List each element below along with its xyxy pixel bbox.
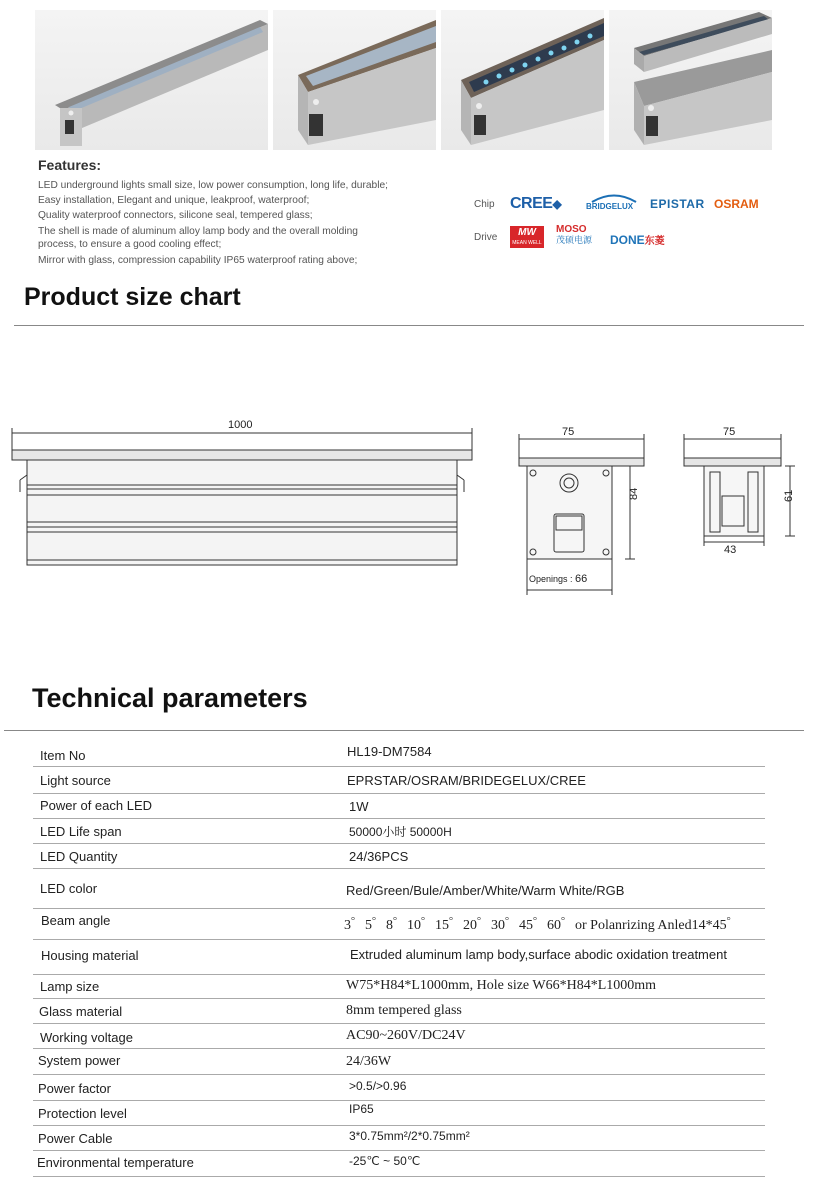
feature-line: LED underground lights small size, low power consumption, long life, durable; xyxy=(38,180,388,191)
param-value: AC90~260V/DC24V xyxy=(346,1028,466,1043)
dim-openings xyxy=(529,573,587,585)
product-photo-1 xyxy=(35,10,268,150)
table-row xyxy=(33,766,765,794)
param-key: Power of each LED xyxy=(40,798,153,813)
table-row xyxy=(33,868,765,909)
table-row xyxy=(33,843,765,869)
param-key: LED color xyxy=(40,881,98,896)
param-value: HL19-DM7584 xyxy=(347,744,432,759)
dim-length: 1000 xyxy=(228,419,253,431)
param-key: Power Cable xyxy=(38,1131,113,1146)
table-row xyxy=(33,1023,765,1049)
dim-height-b: 61 xyxy=(783,489,795,502)
done-logo-sub: 东菱 xyxy=(644,236,665,247)
meanwell-logo-text: MW xyxy=(518,227,536,238)
param-key: Environmental temperature xyxy=(37,1155,194,1170)
bridgelux-logo-text: BRIDGELUX xyxy=(586,202,634,211)
side-view-drawing xyxy=(0,410,836,600)
table-row xyxy=(33,1074,765,1101)
table-row xyxy=(33,818,765,844)
param-value: 50000小时 50000H xyxy=(349,825,452,839)
param-key: LED Quantity xyxy=(40,849,118,864)
moso-logo-text: MOSO xyxy=(556,224,587,235)
param-value: 3゜5゜8゜10゜15゜20゜30゜45゜60゜or Polanrizing Anled14*45゜ xyxy=(344,918,741,933)
table-row xyxy=(33,743,765,767)
param-value: 8mm tempered glass xyxy=(346,1003,462,1018)
param-value: 24/36W xyxy=(346,1054,392,1069)
tech-title: Technical parameters xyxy=(32,683,308,713)
param-value: Red/Green/Bule/Amber/White/Warm White/RGB xyxy=(346,883,625,898)
cree-logo xyxy=(510,195,561,213)
size-chart-title: Product size chart xyxy=(24,283,241,311)
param-key: Item No xyxy=(40,748,86,763)
param-key: Beam angle xyxy=(41,913,111,928)
meanwell-logo-sub: MEAN WELL xyxy=(512,240,542,246)
table-row xyxy=(33,1100,765,1126)
section-divider xyxy=(4,730,804,731)
feature-line: Mirror with glass, compression capability IP65 waterproof rating above; xyxy=(38,255,358,266)
feature-line: process, to ensure a good cooling effect; xyxy=(38,239,222,250)
done-logo-text: DONE xyxy=(610,233,645,247)
param-key: Working voltage xyxy=(40,1030,133,1045)
feature-line: The shell is made of aluminum alloy lamp body and the overall molding xyxy=(38,226,358,237)
product-photo-2 xyxy=(273,10,436,150)
param-key: System power xyxy=(38,1053,121,1068)
param-value: >0.5/>0.96 xyxy=(349,1079,407,1093)
section-divider xyxy=(14,325,804,326)
param-value: W75*H84*L1000mm, Hole size W66*H84*L1000mm xyxy=(346,978,657,993)
drive-label: Drive xyxy=(474,232,498,243)
table-row xyxy=(33,908,765,940)
table-row xyxy=(33,793,765,819)
param-value: 24/36PCS xyxy=(349,849,409,864)
diamond-icon: ◆ xyxy=(552,197,562,211)
param-value: -25℃ ~ 50℃ xyxy=(349,1154,421,1168)
param-key: Glass material xyxy=(39,1004,123,1019)
moso-logo xyxy=(556,224,600,246)
param-value: EPRSTAR/OSRAM/BRIDEGELUX/CREE xyxy=(347,773,586,788)
dim-base-b: 43 xyxy=(724,544,737,556)
param-value: 1W xyxy=(349,799,369,814)
table-row xyxy=(33,1048,765,1075)
table-row xyxy=(33,1125,765,1151)
meanwell-logo xyxy=(510,226,544,248)
feature-line: Quality waterproof connectors, silicone seal, tempered glass; xyxy=(38,210,313,221)
param-value: IP65 xyxy=(349,1102,374,1116)
dim-width-a: 75 xyxy=(562,426,575,438)
openings-value: 66 xyxy=(575,573,588,585)
param-key: LED Life span xyxy=(40,824,122,839)
dim-width-b: 75 xyxy=(723,426,736,438)
openings-label: Openings : xyxy=(529,574,573,584)
param-key: Lamp size xyxy=(40,979,100,994)
features-title: Features: xyxy=(38,157,102,173)
table-row xyxy=(33,1150,765,1177)
param-key: Power factor xyxy=(38,1081,111,1096)
done-logo xyxy=(610,232,665,247)
chip-label: Chip xyxy=(474,199,495,210)
moso-logo-sub: 茂硕电源 xyxy=(556,235,593,245)
feature-line: Easy installation, Elegant and unique, leakproof, waterproof; xyxy=(38,195,310,206)
param-key: Light source xyxy=(40,773,111,788)
bridgelux-logo xyxy=(586,193,642,213)
cree-logo-text: CREE xyxy=(510,195,553,212)
product-photo-3 xyxy=(441,10,604,150)
table-row xyxy=(33,998,765,1024)
param-key: Protection level xyxy=(38,1106,127,1121)
osram-logo: OSRAM xyxy=(714,197,759,211)
table-row xyxy=(33,974,765,999)
param-value: 3*0.75mm²/2*0.75mm² xyxy=(349,1129,470,1143)
param-value: Extruded aluminum lamp body,surface abodic oxidation treatment xyxy=(350,947,727,962)
epistar-logo: EPISTAR xyxy=(650,197,705,211)
product-photo-4 xyxy=(609,10,772,150)
dim-height-a: 84 xyxy=(628,487,640,500)
table-row xyxy=(33,939,765,975)
param-key: Housing material xyxy=(41,948,139,963)
